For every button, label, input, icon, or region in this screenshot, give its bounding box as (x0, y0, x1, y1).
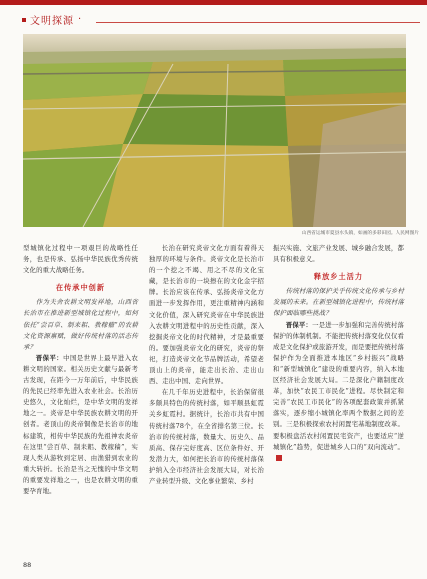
question-lead: 作为夫舍农耕文明发祥地，山西省长治市在推进新型城镇化过程中，如何依托“尝百草、制耒耜、教稼穑”的农耕文化资源禀赋，做好传统村落的活态传承？ (23, 298, 138, 351)
paragraph (273, 320, 404, 464)
paragraph: 型城镇化过程中一项艰巨的战略性任务，也是传承、弘扬中华民族优秀传统文化的重大战略任务。 (23, 244, 138, 275)
section-title: 文明探源 (30, 16, 74, 27)
subheading: 释放乡土活力 (313, 272, 364, 282)
end-mark-icon (276, 455, 282, 461)
header-rule (96, 22, 420, 23)
question-lead: 传统村落的保护关乎传统文化传承与乡村发展的未来。在新型城镇化进程中，传统村落保护面临哪些挑战？ (273, 287, 404, 318)
paragraph: 在几千年历史进程中，长治保留很多颇具特色的传统村落，如平顺县虹霓关乡虹霓村。据统计，长治市共有中国传统村落78个，在全省排名第三位。长治市的传统村落，数量大、历史久、品质高、保存完好度高、区位条件好、开发潜力大，如何把长治市的传统村落保护纳入全市经济社会发展大局，对长治产业转型升级、文化事业繁荣、乡村 (149, 388, 264, 485)
photo-caption: 山西省运城市夏县水头镇，如画的多彩田园。人民网图片 (301, 231, 419, 236)
page-number: 88 (23, 561, 32, 569)
speaker-label: 晋保平： (285, 320, 313, 329)
paragraph (23, 353, 138, 497)
paragraph: 振兴实施、文旅产业发展、城乡融合发展，都具有积极意义。 (273, 244, 404, 264)
answer-text: 中国是世界上最早进入农耕文明的国家。相关历史文献与最新考古发现，在距今一万年前后，中华民族的先民已经率先进入农业社会。长治历史悠久，文化灿烂，是中华文明的发祥地之一。炎帝是中华民族农耕文明的开创者。老顶山的炎帝铜像是长治市的地标建筑，相传中华民族的先祖神农炎帝在这里“尝百草、制耒耜、教稼穑”，实现人类从游牧到定居、由渔猎到农业的重大转折。长治是当之无愧的中华文明的重要发祥地之一，也是农耕文明的重要孕育地。 (23, 353, 138, 495)
section-marker-icon: · (78, 14, 83, 25)
subheading: 在传承中创新 (55, 283, 106, 293)
column-1 (23, 243, 138, 497)
aerial-farmland-photo (23, 34, 406, 227)
section-header (22, 12, 82, 27)
column-3 (273, 243, 404, 464)
paragraph: 长治在研究炎帝文化方面有着得天独厚的环境与条件。炎帝文化是长治市的一个挖之不竭、用之不尽的文化宝藏，是长治市的一块擦在的文化金字招牌。长治应该在传承、弘扬炎帝文化方面进一步发挥作用，更注重精神内涵和文化价值，深入研究炎帝在中华民族进入农耕文明进程中的历史性贡献，深入挖掘炎帝文化的时代精神，才是最重要的。要加强炎帝文化的研究，炎帝的祭祀，打造炎帝文化节品牌活动，希望老顶山上的炎帝，能走出长治、走出山西、走出中国、走向世界。 (149, 244, 264, 386)
section-marker-icon (22, 18, 26, 22)
speaker-label: 晋保平： (35, 353, 64, 362)
top-accent-bar (0, 0, 427, 5)
answer-text: 一是进一步加强和完善传统村落保护的体制机制。不能把传统村落变化仅仅看成是文化保护或旅游开发，而是要把传统村落保护作为全面推进本地区“乡村振兴”战略和“新型城镇化”建设的重要内容，纳入本地区经济社会发展大局。二是深化户籍制度改革，加快“农民工市民化”进程。尽快制定和完善“农民工市民化”的各项配套政策并抓紧落实，逐步缩小城镇化率两个数据之间的差别。三是积极探索农村闲置宅基地制度改革。要积极盘活农村闲置民宅资产，也要适应“逆城镇化”趋势，促进城乡人口的“双向流动”。 (273, 320, 404, 451)
column-2 (149, 243, 264, 487)
